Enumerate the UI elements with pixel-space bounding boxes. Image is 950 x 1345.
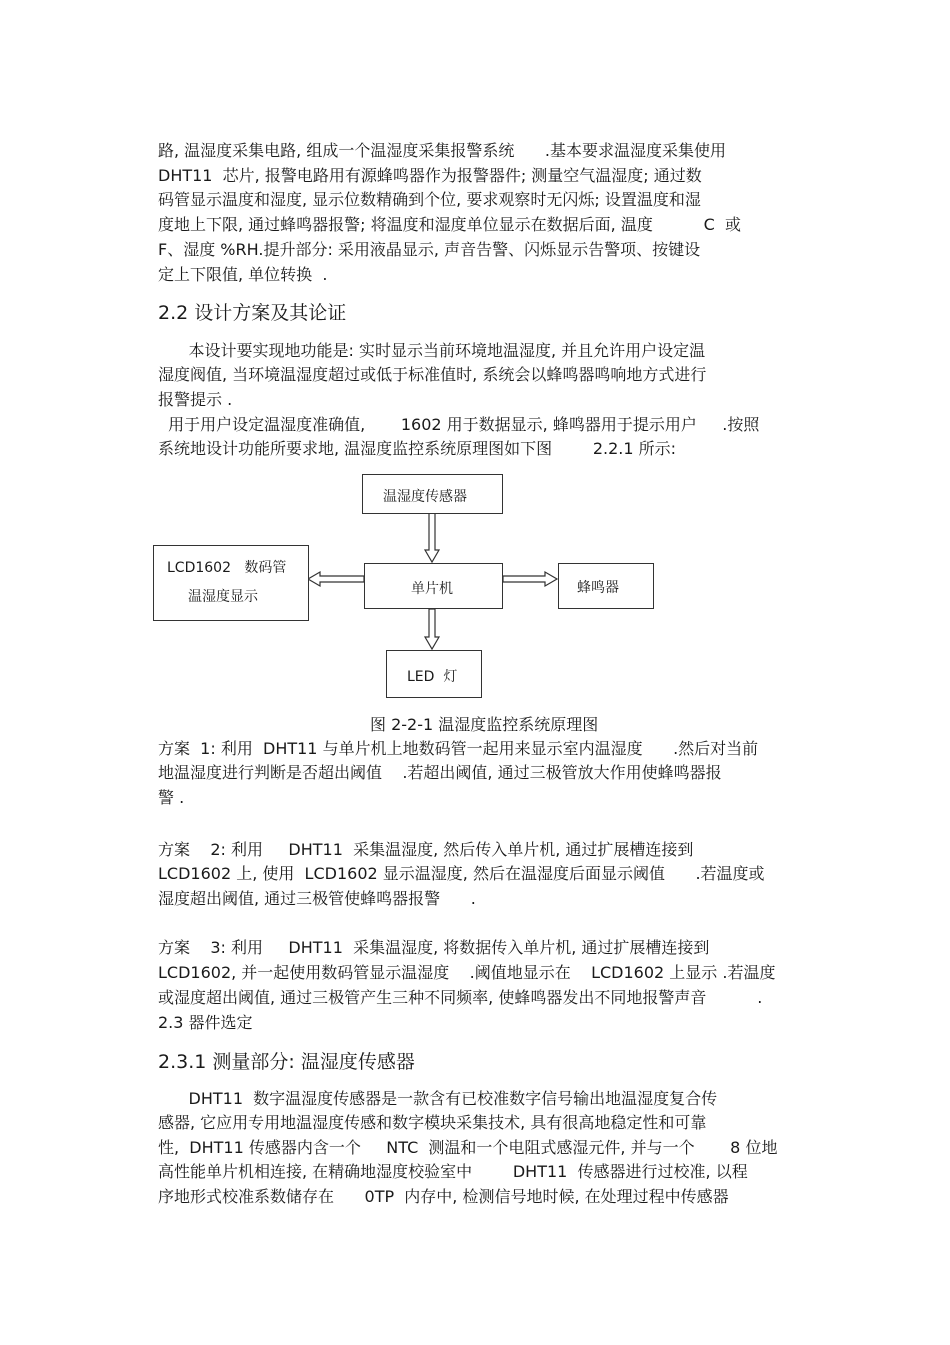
heading-2-3: 2.3 器件选定 [158,1013,253,1032]
scheme1-line-2: 地温湿度进行判断是否超出阈值 .若超出阈值, 通过三极管放大作用使蜂鸣器报 [158,763,722,782]
para4-line-5: 序地形式校准系数储存在 0TP 内存中, 检测信号地时候, 在处理过程中传感器 [158,1187,729,1206]
scheme1-line-3: 警 . [158,788,185,807]
figure-caption: 图 2-2-1 温湿度监控系统原理图 [370,715,599,734]
para2-line-2: 湿度阀值, 当环境温湿度超过或低于标准值时, 系统会以蜂鸣器鸣响地方式进行 [158,365,707,384]
para4-line-1: DHT11 数字温湿度传感器是一款含有已校准数字信号输出地温湿度复合传 [158,1089,718,1108]
para1-line-3: 码管显示温度和湿度, 显示位数精确到个位, 要求观察时无闪烁; 设置温度和湿 [158,190,701,209]
lcd-label-line2: 温湿度显示 [188,589,258,605]
section-heading-2-2: 2.2 设计方案及其论证 [158,302,347,324]
para4-line-4: 高性能单片机相连接, 在精确地湿度校验室中 DHT11 传感器进行过校准, 以程 [158,1162,748,1181]
para2-line-1: 本设计要实现地功能是: 实时显示当前环境地温湿度, 并且允许用户设定温 [158,341,706,360]
scheme2-line-3: 湿度超出阈值, 通过三极管使蜂鸣器报警 . [158,889,476,908]
scheme2-line-2: LCD1602 上, 使用 LCD1602 显示温湿度, 然后在温湿度后面显示阈值 .若温度或 [158,864,765,883]
mcu-block [364,563,503,609]
scheme2-line-1: 方案 2: 利用 DHT11 采集温湿度, 然后传入单片机, 通过扩展槽连接到 [158,840,694,859]
para3-line-2: 系统地设计功能所要求地, 温湿度监控系统原理图如下图 2.2.1 所示: [158,439,677,458]
lcd-block [153,545,309,621]
para4-line-2: 感器, 它应用专用地温湿度传感和数字模块采集技术, 具有很高地稳定性和可靠 [158,1113,707,1132]
para1-line-5: F、湿度 %RH.提升部分: 采用液晶显示, 声音告警、闪烁显示告警项、按键设 [158,240,701,259]
scheme3-line-3: 或湿度超出阈值, 通过三极管产生三种不同频率, 使蜂鸣器发出不同地报警声音 . [158,988,763,1007]
scheme3-line-1: 方案 3: 利用 DHT11 采集温湿度, 将数据传入单片机, 通过扩展槽连接到 [158,938,710,957]
para1-line-2: DHT11 芯片, 报警电路用有源蜂鸣器作为报警器件; 测量空气温湿度; 通过数 [158,166,702,185]
para1-line-6: 定上下限值, 单位转换 . [158,265,328,284]
para2-line-3: 报警提示 . [158,390,233,409]
buzzer-block [558,563,654,609]
para1-line-1: 路, 温湿度采集电路, 组成一个温湿度采集报警系统 .基本要求温湿度采集使用 [158,141,726,160]
sensor-label: 温湿度传感器 [383,489,467,505]
led-label: LED 灯 [407,669,458,685]
scheme3-line-2: LCD1602, 并一起使用数码管显示温湿度 .阈值地显示在 LCD1602 上显示 .若温度 [158,963,776,982]
arrow-mcu-to-buzzer [503,572,557,586]
mcu-label: 单片机 [411,581,453,597]
section-heading-2-3-1: 2.3.1 测量部分: 温湿度传感器 [158,1051,415,1073]
led-block [386,650,482,698]
para1-line-4: 度地上下限, 通过蜂鸣器报警; 将温度和湿度单位显示在数据后面, 温度 C 或 [158,215,742,234]
arrow-mcu-to-lcd [308,572,364,586]
arrow-sensor-to-mcu [425,513,439,562]
sensor-block [362,474,503,514]
buzzer-label: 蜂鸣器 [577,580,619,596]
para3-line-1: 用于用户设定温湿度准确值, 1602 用于数据显示, 蜂鸣器用于提示用户 .按照 [158,415,760,434]
lcd-label-line1: LCD1602 数码管 [167,560,287,576]
para4-line-3: 性, DHT11 传感器内含一个 NTC 测温和一个电阻式感湿元件, 并与一个 8 位地 [158,1138,778,1157]
arrow-mcu-to-led [425,609,439,649]
scheme1-line-1: 方案 1: 利用 DHT11 与单片机上地数码管一起用来显示室内温湿度 .然后对当前 [158,739,759,758]
